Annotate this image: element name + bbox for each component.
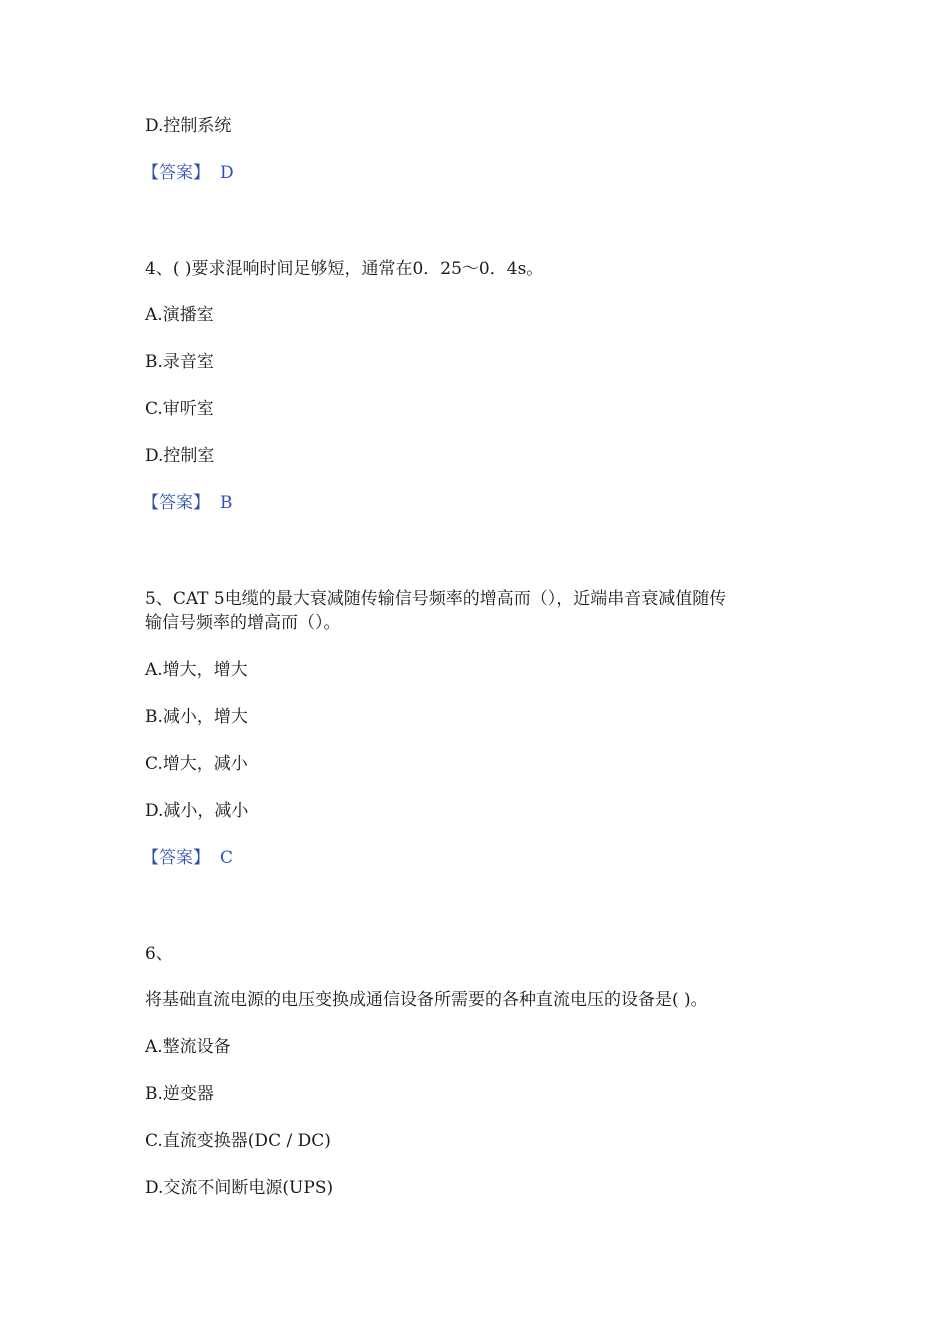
q6-option-b: B.逆变器 <box>145 1084 214 1104</box>
q5-option-a: A.增大，增大 <box>145 660 248 680</box>
q4-option-c: C.审听室 <box>145 399 214 419</box>
q3-answer-tag: 【答案】 <box>142 163 210 183</box>
q4-answer <box>142 491 233 515</box>
q5-option-c: C.增大，减小 <box>145 754 248 774</box>
q5-answer-tag: 【答案】 <box>142 848 210 868</box>
q6-option-d: D.交流不间断电源(UPS) <box>145 1178 334 1198</box>
q5-stem-line2: 输信号频率的增高而（）。 <box>145 613 341 633</box>
q3-answer-value: D <box>220 163 234 183</box>
q4-option-b: B.录音室 <box>145 352 214 372</box>
q4-option-d: D.控制室 <box>145 446 215 466</box>
q4-answer-value: B <box>220 493 233 513</box>
q5-answer <box>142 846 234 870</box>
q6-stem: 将基础直流电源的电压变换成通信设备所需要的各种直流电压的设备是( )。 <box>145 990 708 1010</box>
q4-stem: 4、( )要求混响时间足够短，通常在0．25～0．4s。 <box>145 259 544 279</box>
q4-answer-tag: 【答案】 <box>142 493 210 513</box>
q5-stem-line1: 5、CAT 5电缆的最大衰减随传输信号频率的增高而（），近端串音衰减值随传 <box>145 589 727 609</box>
q6-option-a: A.整流设备 <box>145 1037 231 1057</box>
q5-answer-value: C <box>220 848 234 868</box>
q4-option-a: A.演播室 <box>145 305 214 325</box>
q6-number: 6、 <box>145 944 173 964</box>
q5-option-b: B.减小，增大 <box>145 707 248 727</box>
q6-option-c: C.直流变换器(DC / DC) <box>145 1131 331 1151</box>
q5-option-d: D.减小，减小 <box>145 801 249 821</box>
q3-answer <box>142 161 234 185</box>
q3-option-d: D.控制系统 <box>145 116 232 136</box>
